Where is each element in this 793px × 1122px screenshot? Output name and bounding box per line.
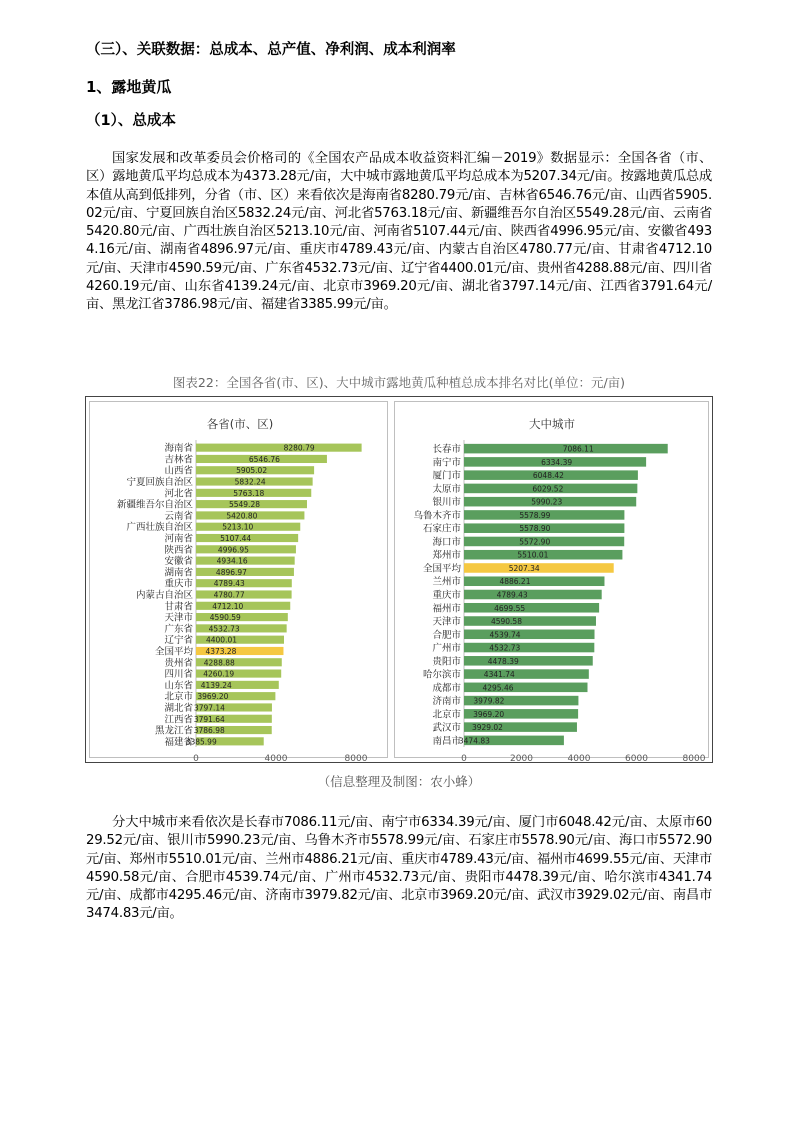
x-tick-label: 2000 [510, 754, 533, 764]
value-label: 3474.83 [458, 736, 490, 746]
value-label: 4590.58 [490, 617, 522, 627]
category-label: 合肥市 [432, 629, 461, 641]
category-label: 长春市 [432, 444, 461, 456]
category-label: 全国平均 [422, 563, 461, 575]
category-label: 宁夏回族自治区 [126, 477, 193, 489]
x-tick-label: 8000 [682, 754, 706, 764]
bar [464, 643, 594, 653]
value-label: 4789.43 [213, 579, 245, 589]
value-label: 4400.01 [205, 635, 238, 645]
value-label: 4295.46 [482, 683, 514, 693]
value-label: 5763.18 [233, 488, 265, 498]
category-label: 河南省 [164, 533, 193, 545]
x-tick-label: 4000 [567, 754, 591, 764]
category-label: 江西省 [164, 714, 193, 726]
value-label: 5578.90 [519, 524, 551, 534]
value-label: 4288.88 [203, 658, 235, 668]
value-label: 4886.21 [499, 577, 531, 587]
value-label: 6029.52 [532, 484, 564, 494]
category-label: 湖北省 [164, 702, 193, 714]
category-label: 南宁市 [432, 457, 461, 469]
x-tick-label: 0 [193, 754, 199, 764]
category-label: 广西壮族自治区 [126, 522, 193, 534]
value-label: 3786.98 [193, 726, 225, 736]
category-label: 南昌市 [432, 735, 461, 747]
category-label: 河北省 [164, 488, 193, 500]
value-label: 4934.16 [216, 556, 248, 566]
panel-title: 各省(市、区) [206, 417, 274, 431]
category-label: 山东省 [164, 680, 193, 692]
value-label: 3385.99 [185, 737, 217, 747]
province-chart-panel [89, 401, 388, 764]
value-label: 4478.39 [487, 656, 519, 666]
value-label: 4532.73 [208, 624, 240, 634]
category-label: 云南省 [164, 510, 193, 522]
category-label: 湖南省 [164, 567, 193, 579]
city-chart-panel [394, 401, 709, 764]
value-label: 5990.23 [531, 497, 563, 507]
x-tick-label: 0 [461, 754, 467, 764]
value-label: 4373.28 [205, 646, 237, 656]
value-label: 4780.77 [213, 590, 245, 600]
category-label: 济南市 [432, 696, 461, 708]
value-label: 4896.97 [215, 567, 247, 577]
value-label: 6048.42 [532, 471, 564, 481]
category-label: 哈尔滨市 [422, 669, 461, 681]
category-label: 重庆市 [164, 578, 193, 590]
value-label: 3969.20 [197, 692, 229, 702]
category-label: 厦门市 [432, 470, 461, 482]
category-label: 太原市 [432, 483, 461, 495]
category-label: 山西省 [164, 465, 193, 477]
category-label: 北京市 [432, 709, 461, 721]
category-label: 北京市 [164, 691, 193, 703]
value-label: 5549.28 [228, 500, 260, 510]
category-label: 天津市 [164, 612, 193, 624]
chart-frame [85, 396, 713, 763]
value-label: 5905.02 [236, 466, 268, 476]
category-label: 辽宁省 [164, 635, 193, 647]
category-label: 郑州市 [432, 550, 461, 562]
category-label: 贵州省 [164, 657, 193, 669]
category-label: 陕西省 [164, 544, 193, 556]
value-label: 3791.64 [193, 714, 225, 724]
figure-title: 图表22：全国各省(市、区)、大中城市露地黄瓜种植总成本排名对比(单位：元/亩) [172, 375, 626, 390]
value-label: 8280.79 [283, 443, 315, 453]
value-label: 5572.90 [519, 537, 551, 547]
category-label: 海南省 [164, 443, 193, 455]
value-label: 3969.20 [473, 709, 505, 719]
province-bar-chart [90, 402, 387, 764]
value-label: 6546.76 [248, 454, 280, 464]
panel-title: 大中城市 [529, 417, 575, 431]
bar [196, 444, 362, 452]
value-label: 5578.99 [519, 510, 551, 520]
bar [464, 656, 593, 666]
value-label: 4699.55 [494, 603, 526, 613]
category-label: 石家庄市 [422, 523, 461, 535]
category-label: 福州市 [432, 603, 461, 615]
intro-paragraph: 国家发展和改革委员会价格司的《全国农产品成本收益资料汇编－2019》数据显示：全国各省（市、区）露地黄瓜平均总成本为4373.28元/亩，大中城市露地黄瓜平均总成本为5207.34元/亩。按露地黄瓜总成本值从高到低排列，分省（市、区）来看依次是海南省8280.79元/亩、吉林省6546.76元/亩、山西省5905.02元/亩、宁夏回族自治区5832.24元/亩、河北省5763.18元/亩、新疆维吾尔自治区5549.28元/亩、云南省5420.80元/亩、广西壮族自治区5213.10元/亩、河南省5107.44元/亩、陕西省4996.95元/亩、安徽省4934.16元/亩、湖南省4896.97元/亩、重庆市4789.43元/亩、内蒙古自治区4780.77元/亩、甘肃省4712.10元/亩、天津市4590.59元/亩、广东省4532.73元/亩、辽宁省4400.01元/亩、贵州省4288.88元/亩、四川省4260.19元/亩、山东省4139.24元/亩、北京市3969.20元/亩、湖北省3797.14元/亩、江西省3791.64元/亩、黑龙江省3786.98元/亩、福建省3385.99元/亩。 [86, 151, 712, 313]
category-label: 贵阳市 [432, 656, 461, 668]
bar [464, 576, 604, 586]
category-label: 吉林省 [164, 454, 193, 466]
value-label: 5107.44 [220, 534, 252, 544]
city-bar-chart [395, 402, 708, 764]
x-tick-label: 8000 [344, 754, 368, 764]
value-label: 4590.59 [209, 613, 241, 623]
category-label: 黑龙江省 [154, 725, 193, 737]
category-label: 银川市 [432, 497, 461, 509]
value-label: 4539.74 [489, 630, 521, 640]
value-label: 4712.10 [212, 601, 244, 611]
category-label: 武汉市 [432, 722, 461, 734]
bar [464, 630, 595, 640]
value-label: 4139.24 [200, 680, 232, 690]
category-label: 内蒙古自治区 [135, 590, 193, 601]
bar [464, 590, 602, 600]
x-tick-label: 6000 [625, 754, 648, 764]
category-label: 海口市 [432, 536, 461, 548]
category-label: 重庆市 [432, 590, 461, 601]
category-label: 安徽省 [164, 556, 193, 568]
section-heading: （三）、关联数据：总成本、总产值、净利润、成本利润率 [86, 42, 456, 58]
value-label: 5510.01 [517, 550, 549, 560]
bar [464, 616, 596, 626]
subsection-heading: 1、露地黄瓜 [86, 78, 172, 96]
value-label: 5207.34 [508, 563, 540, 573]
city-paragraph: 分大中城市来看依次是长春市7086.11元/亩、南宁市6334.39元/亩、厦门市6048.42元/亩、太原市6029.52元/亩、银川市5990.23元/亩、乌鲁木齐市5578.99元/亩、石家庄市5578.90元/亩、海口市5572.90元/亩、郑州市5510.01元/亩、兰州市4886.21元/亩、重庆市4789.43元/亩、福州市4699.55元/亩、天津市4590.58元/亩、合肥市4539.74元/亩、广州市4532.73元/亩、贵阳市4478.39元/亩、哈尔滨市4341.74元/亩、成都市4295.46元/亩、济南市3979.82元/亩、北京市3969.20元/亩、武汉市3929.02元/亩、南昌市3474.83元/亩。 [86, 815, 712, 922]
category-label: 天津市 [432, 616, 461, 628]
category-label: 广州市 [432, 643, 461, 655]
value-label: 5213.10 [222, 522, 254, 532]
category-label: 广东省 [164, 623, 193, 635]
value-label: 5832.24 [234, 477, 266, 487]
value-label: 4789.43 [496, 590, 528, 600]
value-label: 7086.11 [562, 444, 594, 454]
category-label: 全国平均 [154, 646, 193, 658]
value-label: 3929.02 [471, 723, 503, 733]
category-label: 福建省 [164, 736, 193, 748]
category-label: 兰州市 [432, 576, 461, 588]
value-label: 3797.14 [193, 703, 225, 713]
value-label: 4532.73 [489, 643, 521, 653]
value-label: 4260.19 [203, 669, 235, 679]
value-label: 5420.80 [226, 511, 258, 521]
category-label: 成都市 [432, 682, 461, 694]
value-label: 4341.74 [483, 670, 515, 680]
topic-heading: （1）、总成本 [86, 113, 176, 129]
x-tick-label: 4000 [264, 754, 288, 764]
category-label: 甘肃省 [164, 601, 193, 613]
bar [464, 669, 589, 679]
figure-source: （信息整理及制图：农小蜂） [317, 774, 481, 789]
category-label: 四川省 [164, 669, 193, 681]
value-label: 6334.39 [541, 457, 573, 467]
value-label: 3979.82 [473, 696, 505, 706]
category-label: 新疆维吾尔自治区 [116, 499, 193, 511]
value-label: 4996.95 [217, 545, 249, 555]
category-label: 乌鲁木齐市 [413, 510, 461, 522]
bar [464, 603, 599, 613]
